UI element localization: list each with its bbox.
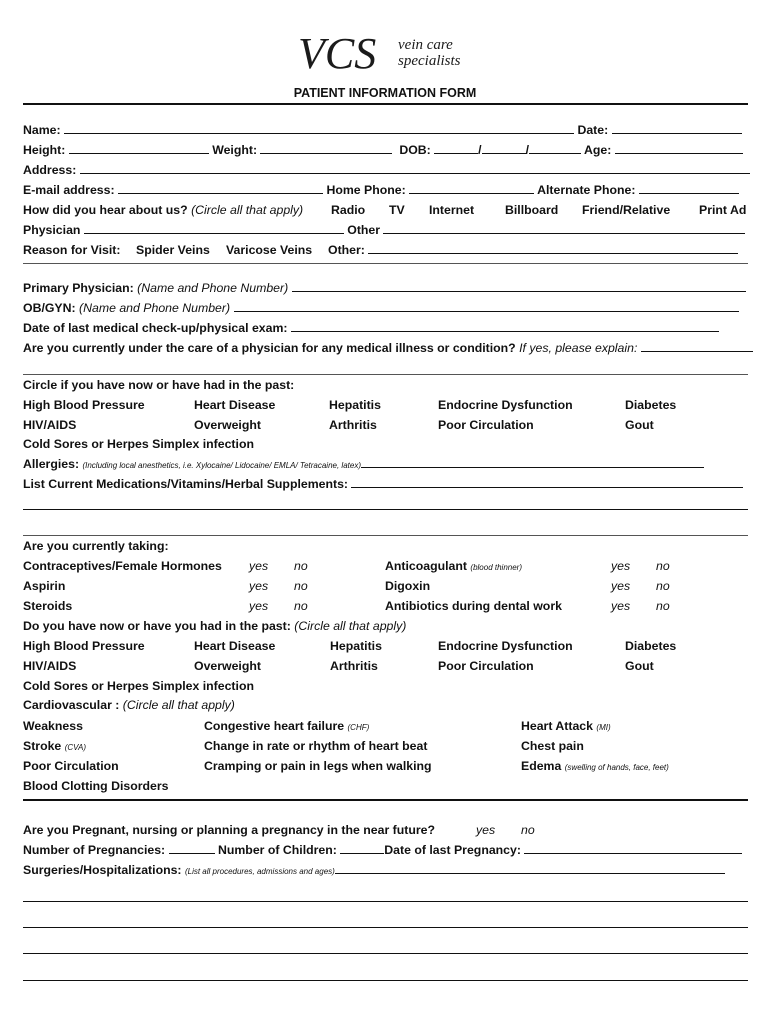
cond-cold-sores[interactable]: Cold Sores or Herpes Simplex infection — [23, 437, 254, 451]
name-label: Name: — [23, 123, 61, 137]
primary-physician-field[interactable] — [292, 280, 746, 292]
cond2-heart-disease[interactable]: Heart Disease — [194, 639, 276, 653]
cond2-overweight[interactable]: Overweight — [194, 659, 261, 673]
obgyn-label: OB/GYN: — [23, 301, 76, 315]
source-radio[interactable]: Radio — [331, 203, 366, 217]
dob-day-field[interactable] — [482, 142, 526, 154]
divider — [23, 535, 748, 536]
history2-intro: Do you have now or have you had in the past: — [23, 619, 291, 633]
source-print-ad[interactable]: Print Ad — [699, 203, 747, 217]
anticoagulant-hint: (blood thinner) — [470, 563, 522, 572]
hear-about-row — [23, 202, 303, 218]
cond-arthritis[interactable]: Arthritis — [329, 418, 377, 432]
contraceptives-yes[interactable]: yes — [249, 559, 269, 573]
physician-row — [23, 222, 745, 238]
last-pregnancy-field[interactable] — [524, 842, 742, 854]
steroids-yes[interactable]: yes — [249, 599, 269, 613]
physician-field[interactable] — [84, 222, 344, 234]
logo-line1: vein care — [398, 37, 453, 53]
cardio-poor-circulation[interactable]: Poor Circulation — [23, 759, 119, 773]
cond2-endocrine[interactable]: Endocrine Dysfunction — [438, 639, 573, 653]
cond2-gout[interactable]: Gout — [625, 659, 654, 673]
obgyn-hint: (Name and Phone Number) — [79, 301, 231, 315]
cond-high-blood-pressure[interactable]: High Blood Pressure — [23, 398, 145, 412]
surgeries-line-3[interactable] — [23, 953, 748, 954]
surgeries-line-2[interactable] — [23, 927, 748, 928]
date-label: Date: — [577, 123, 609, 137]
pregnancy-counts-row — [23, 842, 742, 858]
med-aspirin: Aspirin — [23, 579, 66, 593]
cardio-cramping[interactable]: Cramping or pain in legs when walking — [204, 759, 432, 773]
heart-attack-label: Heart Attack — [521, 719, 593, 733]
cardio-row — [23, 697, 235, 713]
chf-label: Congestive heart failure — [204, 719, 345, 733]
cardio-heart-attack[interactable] — [521, 718, 611, 736]
name-field[interactable] — [64, 122, 574, 134]
dob-slash: / — [525, 143, 530, 157]
surgeries-line-4[interactable] — [23, 980, 748, 981]
cond2-poor-circulation[interactable]: Poor Circulation — [438, 659, 534, 673]
source-friend[interactable]: Friend/Relative — [582, 203, 671, 217]
cardio-hint: (Circle all that apply) — [122, 698, 235, 712]
height-label: Height: — [23, 143, 66, 157]
dob-month-field[interactable] — [434, 142, 478, 154]
under-care-row: Are you currently under the care of a physician for any medical illness or condition? If yes, please explain: — [23, 340, 753, 356]
home-phone-field[interactable] — [409, 182, 534, 194]
surgeries-row — [23, 862, 725, 878]
anticoagulant-yes[interactable]: yes — [611, 559, 631, 573]
medications-field[interactable] — [351, 476, 743, 488]
contraceptives-no[interactable]: no — [294, 559, 308, 573]
logo-line2: specialists — [398, 53, 461, 69]
cardio-blood-clotting[interactable]: Blood Clotting Disorders — [23, 779, 169, 793]
cardio-chest-pain[interactable]: Chest pain — [521, 739, 584, 753]
num-pregnancies-label: Number of Pregnancies: — [23, 843, 166, 857]
cond2-cold-sores[interactable]: Cold Sores or Herpes Simplex infection — [23, 679, 254, 693]
reason-spider-veins[interactable]: Spider Veins — [136, 243, 210, 257]
surgeries-hint: (List all procedures, admissions and ages) — [184, 867, 335, 876]
dob-year-field[interactable] — [529, 142, 581, 154]
num-children-label: Number of Children: — [217, 843, 337, 857]
cardio-weakness[interactable]: Weakness — [23, 719, 83, 733]
pregnancy-no[interactable]: no — [521, 823, 535, 837]
primary-physician-row — [23, 280, 746, 296]
surgeries-label: Surgeries/Hospitalizations: — [23, 863, 182, 877]
cond2-arthritis[interactable]: Arthritis — [330, 659, 378, 673]
divider — [23, 799, 748, 801]
reason-label: Reason for Visit: — [23, 243, 121, 257]
antibiotics-no[interactable]: no — [656, 599, 670, 613]
primary-physician-label: Primary Physician: — [23, 281, 134, 295]
allergies-hint: (Including local anesthetics, i.e. Xylocaine/ Lidocaine/ EMLA/ Tetracaine, latex) — [82, 461, 361, 470]
cond2-hiv-aids[interactable]: HIV/AIDS — [23, 659, 77, 673]
stroke-hint: (CVA) — [64, 743, 87, 752]
date-field[interactable] — [612, 122, 742, 134]
history-intro: Circle if you have now or have had in the past: — [23, 378, 295, 392]
allergies-field[interactable] — [361, 456, 704, 468]
source-internet[interactable]: Internet — [429, 203, 475, 217]
cond-diabetes[interactable]: Diabetes — [625, 398, 677, 412]
heart-attack-hint: (MI) — [596, 723, 611, 732]
aspirin-no[interactable]: no — [294, 579, 308, 593]
num-pregnancies-field[interactable] — [169, 842, 215, 854]
edema-label: Edema — [521, 759, 562, 773]
cond-hepatitis[interactable]: Hepatitis — [329, 398, 381, 412]
medications-field-line[interactable] — [23, 509, 748, 510]
cond-heart-disease[interactable]: Heart Disease — [194, 398, 276, 412]
history2-intro-row — [23, 618, 406, 634]
reason-other-field[interactable] — [368, 242, 738, 254]
explain-hint: If yes, please explain — [519, 341, 634, 355]
chf-hint: (CHF) — [347, 723, 370, 732]
num-children-field[interactable] — [340, 842, 384, 854]
antibiotics-yes[interactable]: yes — [611, 599, 631, 613]
hear-about-label: How did you hear about us? — [23, 203, 188, 217]
anticoagulant-label: Anticoagulant — [385, 559, 467, 573]
medications-row — [23, 476, 743, 492]
primary-physician-hint: (Name and Phone Number) — [137, 281, 289, 295]
cond2-hepatitis[interactable]: Hepatitis — [330, 639, 382, 653]
med-digoxin: Digoxin — [385, 579, 431, 593]
alt-phone-field[interactable] — [639, 182, 739, 194]
cond-endocrine[interactable]: Endocrine Dysfunction — [438, 398, 573, 412]
divider — [23, 263, 748, 264]
aspirin-yes[interactable]: yes — [249, 579, 269, 593]
address-row — [23, 162, 750, 178]
obgyn-field[interactable] — [234, 300, 739, 312]
digoxin-yes[interactable]: yes — [611, 579, 631, 593]
med-contraceptives: Contraceptives/Female Hormones — [23, 559, 222, 573]
pregnancy-question: Are you Pregnant, nursing or planning a pregnancy in the near future? — [23, 823, 435, 837]
physician-label: Physician — [23, 223, 81, 237]
med-steroids: Steroids — [23, 599, 73, 613]
age-field[interactable] — [615, 142, 743, 154]
form-title: PATIENT INFORMATION FORM — [293, 86, 477, 100]
home-phone-label: Home Phone: — [326, 183, 406, 197]
med-anticoagulant — [385, 558, 522, 576]
checkup-field[interactable] — [291, 320, 719, 332]
taking-intro: Are you currently taking: — [23, 539, 169, 553]
cond2-diabetes[interactable]: Diabetes — [625, 639, 677, 653]
email-label: E-mail address: — [23, 183, 115, 197]
divider — [23, 374, 748, 375]
reason-other-label: Other: — [328, 243, 365, 257]
other-field[interactable] — [383, 222, 745, 234]
cond-overweight[interactable]: Overweight — [194, 418, 261, 432]
name-row — [23, 122, 742, 138]
age-label: Age: — [583, 143, 612, 157]
stroke-label: Stroke — [23, 739, 62, 753]
digoxin-no[interactable]: no — [656, 579, 670, 593]
cond-poor-circulation[interactable]: Poor Circulation — [438, 418, 534, 432]
surgeries-field[interactable] — [335, 862, 725, 874]
reason-other — [328, 242, 738, 258]
cardio-label: Cardiovascular : — [23, 698, 120, 712]
other-label: Other — [347, 223, 381, 237]
allergies-row — [23, 456, 704, 472]
address-field[interactable] — [80, 162, 750, 174]
allergies-label: Allergies: — [23, 457, 80, 471]
cond2-high-blood-pressure[interactable]: High Blood Pressure — [23, 639, 145, 653]
cond-gout[interactable]: Gout — [625, 418, 654, 432]
cardio-chf[interactable] — [204, 718, 369, 736]
vcs-logo — [296, 28, 476, 78]
under-care-field[interactable] — [641, 340, 753, 352]
source-billboard[interactable]: Billboard — [505, 203, 559, 217]
circle-all-hint: (Circle all that apply) — [191, 203, 304, 217]
history2-hint: (Circle all that apply) — [294, 619, 407, 633]
checkup-row — [23, 320, 719, 336]
surgeries-line-1[interactable] — [23, 901, 748, 902]
divider — [23, 103, 748, 105]
logo-mark: VCS — [298, 29, 377, 78]
height-field[interactable] — [69, 142, 209, 154]
height-row — [23, 142, 743, 158]
anticoagulant-no[interactable]: no — [656, 559, 670, 573]
checkup-label: Date of last medical check-up/physical exam: — [23, 321, 288, 335]
dob-label: DOB: — [399, 143, 431, 157]
pregnancy-yes[interactable]: yes — [476, 823, 496, 837]
cardio-edema[interactable] — [521, 758, 669, 776]
cond-hiv-aids[interactable]: HIV/AIDS — [23, 418, 77, 432]
address-label: Address: — [23, 163, 77, 177]
weight-label: Weight: — [212, 143, 258, 157]
obgyn-row — [23, 300, 739, 316]
cardio-rhythm[interactable]: Change in rate or rhythm of heart beat — [204, 739, 428, 753]
last-pregnancy-label: Date of last Pregnancy: — [384, 843, 521, 857]
under-care-label: Are you currently under the care of a physician for any medical illness or condition? — [23, 341, 516, 355]
source-tv[interactable]: TV — [389, 203, 405, 217]
dob-slash: / — [478, 143, 482, 157]
medications-label: List Current Medications/Vitamins/Herbal Supplements: — [23, 477, 349, 491]
med-antibiotics: Antibiotics during dental work — [385, 599, 562, 613]
cardio-stroke[interactable] — [23, 738, 86, 756]
weight-field[interactable] — [260, 142, 392, 154]
edema-hint: (swelling of hands, face, feet) — [564, 763, 669, 772]
email-row — [23, 182, 739, 198]
steroids-no[interactable]: no — [294, 599, 308, 613]
alt-phone-label: Alternate Phone: — [537, 183, 636, 197]
reason-varicose-veins[interactable]: Varicose Veins — [226, 243, 313, 257]
email-field[interactable] — [118, 182, 323, 194]
